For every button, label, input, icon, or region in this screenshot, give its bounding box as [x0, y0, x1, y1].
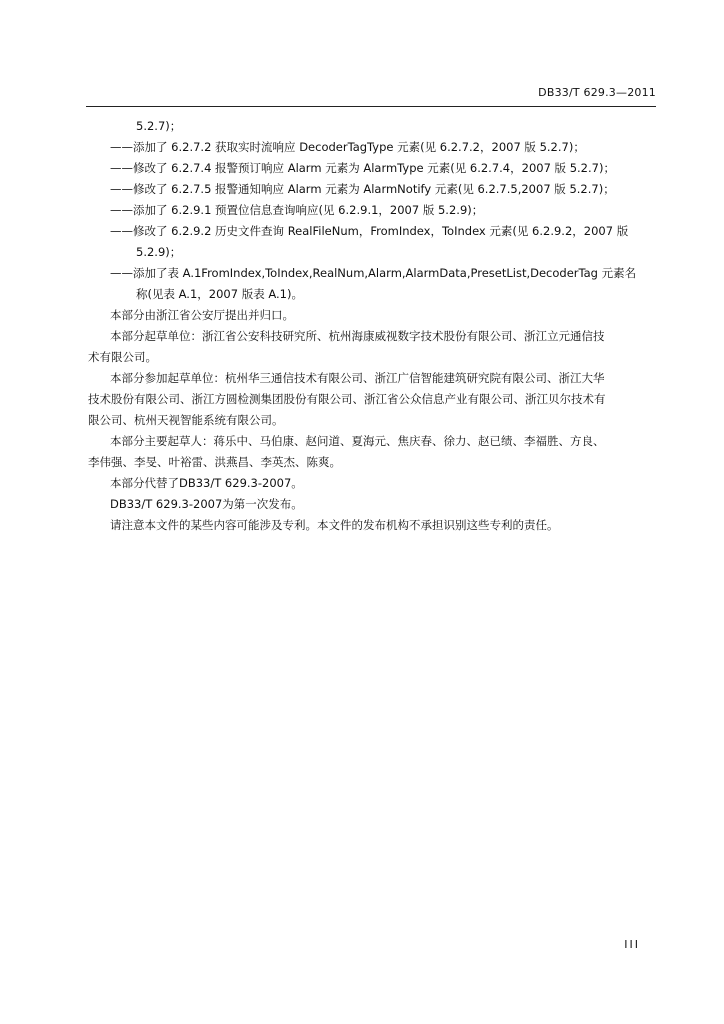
body-line: 本部分主要起草人：蒋乐中、马伯康、赵问道、夏海元、焦庆春、徐力、赵已绩、李福胜、方良、: [110, 434, 605, 448]
body-line: ——添加了 6.2.7.2 获取实时流响应 DecoderTagType 元素(见 6.2.7.2，2007 版 5.2.7)；: [110, 140, 585, 154]
body-line: 称(见表 A.1，2007 版表 A.1)。: [136, 287, 303, 301]
body-line: 李伟强、李旻、叶裕雷、洪燕昌、李英杰、陈爽。: [88, 455, 341, 469]
body-line: 技术股份有限公司、浙江方圆检测集团股份有限公司、浙江省公众信息产业有限公司、浙江贝尔技术有: [88, 392, 606, 406]
standard-code-header: DB33/T 629.3—2011: [538, 86, 656, 99]
body-line: 本部分代替了DB33/T 629.3-2007。: [110, 476, 303, 490]
header-divider: [86, 106, 656, 107]
body-line: ——添加了 6.2.9.1 预置位信息查询响应(见 6.2.9.1，2007 版 5.2.9)；: [110, 203, 484, 217]
body-line: 请注意本文件的某些内容可能涉及专利。本文件的发布机构不承担识别这些专利的责任。: [110, 518, 559, 532]
body-line: 5.2.7)；: [136, 119, 182, 133]
page-number: III: [624, 938, 640, 951]
body-line: ——添加了表 A.1FromIndex,ToIndex,RealNum,Alarm,AlarmData,PresetList,DecoderTag 元素名: [110, 266, 637, 280]
body-line: 本部分起草单位：浙江省公安科技研究所、杭州海康威视数字技术股份有限公司、浙江立元通信技: [110, 329, 605, 343]
body-line: 本部分参加起草单位：杭州华三通信技术有限公司、浙江广信智能建筑研究院有限公司、浙江大华: [110, 371, 605, 385]
body-line: ——修改了 6.2.9.2 历史文件查询 RealFileNum，FromIndex，ToIndex 元素(见 6.2.9.2，2007 版: [110, 224, 629, 238]
foreword-body: [88, 116, 658, 536]
body-line: 限公司、杭州天视智能系统有限公司。: [88, 413, 284, 427]
body-line: ——修改了 6.2.7.5 报警通知响应 Alarm 元素为 AlarmNotify 元素(见 6.2.7.5,2007 版 5.2.7)；: [110, 182, 615, 196]
body-line: 术有限公司。: [88, 350, 157, 364]
body-line: 本部分由浙江省公安厅提出并归口。: [110, 308, 294, 322]
body-line: 5.2.9)；: [136, 245, 182, 259]
body-line: DB33/T 629.3-2007为第一次发布。: [110, 497, 303, 511]
body-line: ——修改了 6.2.7.4 报警预订响应 Alarm 元素为 AlarmType 元素(见 6.2.7.4，2007 版 5.2.7)；: [110, 161, 615, 175]
